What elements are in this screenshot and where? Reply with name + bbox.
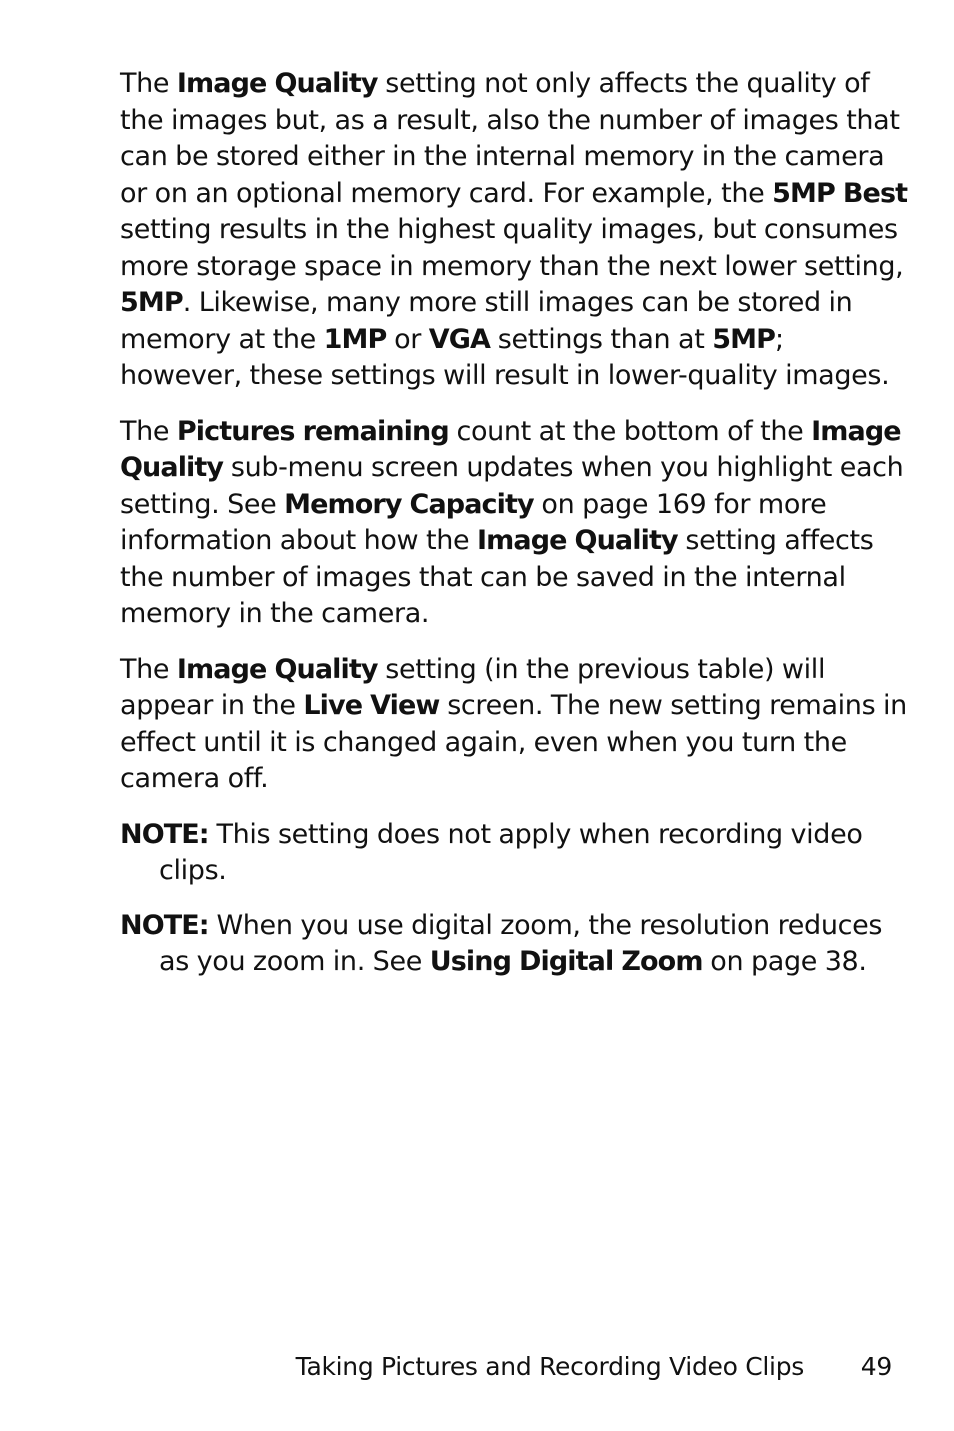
bold-term: Image Quality [477,525,678,556]
text-run: The [120,68,177,99]
text-run: . Likewise, many more still images can be stored in memory at the [120,287,853,355]
bold-term: NOTE: [120,909,209,941]
paragraph-pictures-remaining [120,414,910,633]
text-run: setting not only affects the quality of the images but, as a result, also the number of images that can be stored either in the internal memory in the camera or on an optional memory card. For example, the [120,68,900,209]
text-run: sub-menu screen updates when you highlight each setting. See [120,452,904,520]
paragraph-image-quality-intro [120,66,910,395]
note-video-clips [120,817,910,890]
bold-term: Live View [303,690,440,721]
footer-chapter-title: Taking Pictures and Recording Video Clips [295,1352,804,1381]
text-run: ; however, these settings will result in lower-quality images. [120,323,890,391]
text-run: setting affects the number of images that can be saved in the internal memory in the camera. [120,525,874,629]
bold-term: 1MP [323,323,387,355]
bold-term: 5MP Best [772,177,908,209]
text-run: The [120,653,177,685]
note-digital-zoom [120,908,910,981]
bold-term: Pictures remaining [176,415,449,447]
footer-page-number: 49 [860,1352,892,1381]
bold-term: VGA [428,323,491,355]
text-run: This setting does not apply when recording video clips. [159,818,863,886]
bold-term: 5MP [120,287,183,318]
text-run: The [120,415,177,447]
bold-term: Image Quality [120,415,901,483]
text-run: count at the bottom of the [448,415,812,447]
bold-term: Image Quality [176,68,378,99]
text-run: When you use digital zoom, the resolution reduces as you zoom in. See [159,909,883,977]
text-run: settings than at [490,323,713,355]
text-run: setting results in the highest quality images, but consumes more storage space in memory than the next lower setting, [120,214,904,282]
paragraph-live-view [120,652,910,798]
text-run: screen. The new setting remains in effect until it is changed again, even when you turn the camera off. [120,690,907,794]
text-run: or [386,323,429,355]
page-footer [0,1349,954,1385]
bold-term: NOTE: [120,818,209,850]
bold-term: Memory Capacity [284,488,534,520]
text-run: on page 169 for more information about how the [120,488,827,556]
bold-term: 5MP [712,323,775,355]
text-run: setting (in the previous table) will appear in the [120,653,826,721]
text-run: on page 38. [702,946,867,977]
bold-term: Using Digital Zoom [429,946,703,977]
bold-term: Image Quality [176,653,378,685]
page-body [120,66,910,999]
